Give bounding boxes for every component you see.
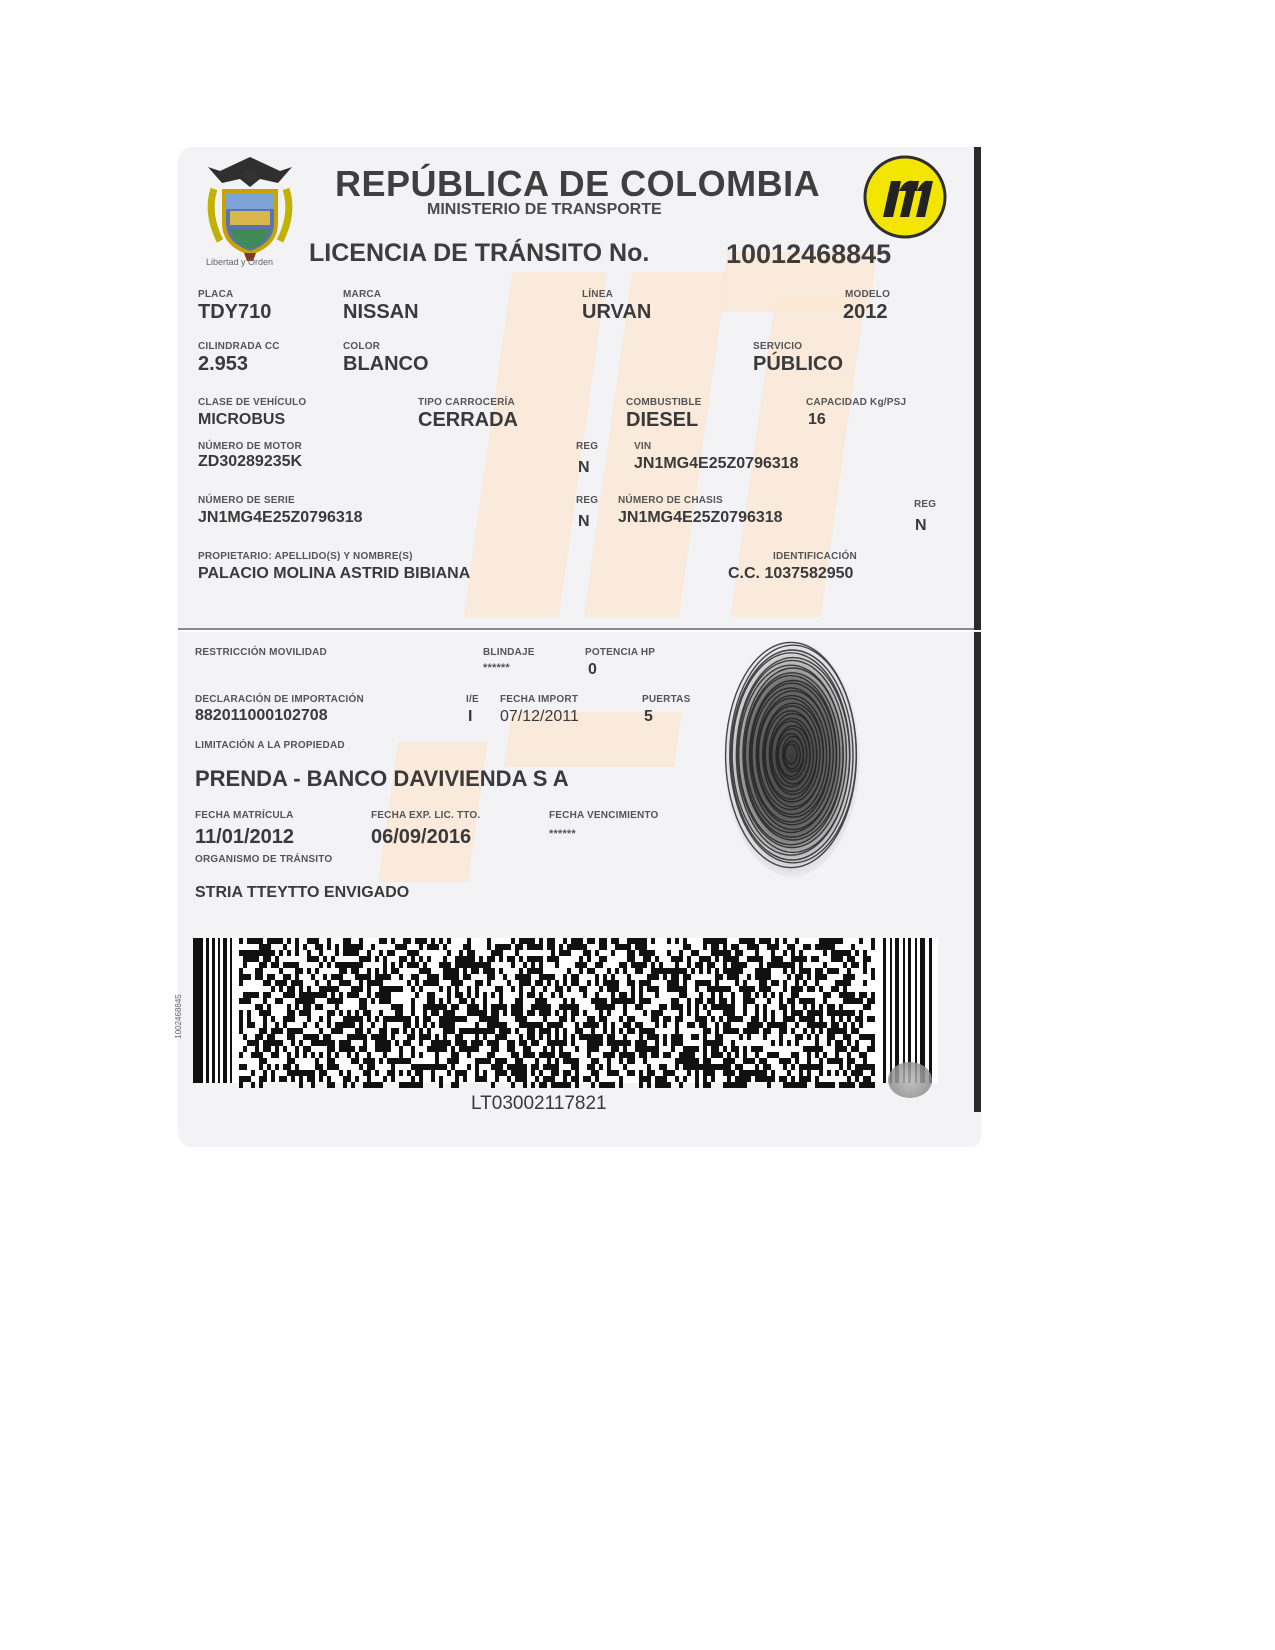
side-code: 1002468845 <box>173 994 183 1039</box>
card-edge-back <box>974 632 981 1112</box>
placa-label: PLACA <box>198 289 234 300</box>
serie-value: JN1MG4E25Z0796318 <box>198 509 363 526</box>
carroceria-label: TIPO CARROCERÍA <box>418 397 515 408</box>
blindaje-label: BLINDAJE <box>483 647 535 658</box>
clase-label: CLASE DE VEHÍCULO <box>198 397 307 408</box>
motor-label: NÚMERO DE MOTOR <box>198 441 302 452</box>
puertas-value: 5 <box>644 708 653 725</box>
cilindrada-value: 2.953 <box>198 353 249 375</box>
combustible-label: COMBUSTIBLE <box>626 397 702 408</box>
chasis-label: NÚMERO DE CHASIS <box>618 495 723 506</box>
fecha-exp-value: 06/09/2016 <box>371 826 472 848</box>
license-title: LICENCIA DE TRÁNSITO No. <box>309 239 650 267</box>
fecha-import-value: 07/12/2011 <box>500 708 579 725</box>
coat-of-arms-icon <box>200 153 300 261</box>
carroceria-value: CERRADA <box>418 409 518 431</box>
owner-label: PROPIETARIO: APELLIDO(S) Y NOMBRE(S) <box>198 551 413 562</box>
license-number: 10012468845 <box>726 239 892 269</box>
blindaje-value: ****** <box>483 662 510 674</box>
owner-id: C.C. 1037582950 <box>728 565 854 582</box>
license-card-back <box>173 632 981 1147</box>
cilindrada-label: CILINDRADA CC <box>198 341 280 352</box>
fecha-venc-value: ****** <box>549 828 576 840</box>
license-card-front <box>178 147 981 630</box>
owner-id-label: IDENTIFICACIÓN <box>773 551 857 562</box>
organismo-label: ORGANISMO DE TRÁNSITO <box>195 854 333 865</box>
color-label: COLOR <box>343 341 381 352</box>
capacidad-label: CAPACIDAD Kg/PSJ <box>806 397 907 408</box>
hologram-sticker <box>888 1062 932 1098</box>
clase-value: MICROBUS <box>198 411 286 428</box>
limitacion-value: PRENDA - BANCO DAVIVIENDA S A <box>195 766 569 791</box>
marca-value: NISSAN <box>343 301 419 323</box>
ie-label: I/E <box>466 694 479 705</box>
servicio-label: SERVICIO <box>753 341 803 352</box>
modelo-value: 2012 <box>843 301 888 323</box>
restriccion-label: RESTRICCIÓN MOVILIDAD <box>195 647 327 658</box>
reg-serie-label: REG <box>576 495 599 506</box>
reg-motor-label: REG <box>576 441 599 452</box>
reg-motor-value: N <box>578 459 590 476</box>
vin-value: JN1MG4E25Z0796318 <box>634 455 799 472</box>
limitacion-label: LIMITACIÓN A LA PROPIEDAD <box>195 740 345 751</box>
fecha-venc-label: FECHA VENCIMIENTO <box>549 810 659 821</box>
ministry-subtitle: MINISTERIO DE TRANSPORTE <box>427 201 662 218</box>
marca-label: MARCA <box>343 289 382 300</box>
servicio-value: PÚBLICO <box>753 353 843 375</box>
fecha-import-label: FECHA IMPORT <box>500 694 579 705</box>
pdf417-barcode <box>193 938 938 1083</box>
reg-chasis-label: REG <box>914 499 937 510</box>
color-value: BLANCO <box>343 353 429 375</box>
chasis-value: JN1MG4E25Z0796318 <box>618 509 783 526</box>
card-edge <box>974 147 981 630</box>
fecha-exp-label: FECHA EXP. LIC. TTO. <box>371 810 481 821</box>
coat-of-arms-motto: Libertad y Orden <box>206 257 274 267</box>
organismo-value: STRIA TTEYTTO ENVIGADO <box>195 884 410 901</box>
declaracion-value: 882011000102708 <box>195 707 328 724</box>
reg-serie-value: N <box>578 513 590 530</box>
card-serial-number: LT03002117821 <box>471 1093 607 1114</box>
placa-value: TDY710 <box>198 301 272 323</box>
reg-chasis-value: N <box>915 517 927 534</box>
linea-value: URVAN <box>582 301 652 323</box>
fecha-matricula-value: 11/01/2012 <box>195 826 294 848</box>
linea-label: LÍNEA <box>582 289 613 300</box>
potencia-value: 0 <box>588 661 597 678</box>
declaracion-label: DECLARACIÓN DE IMPORTACIÓN <box>195 694 364 705</box>
potencia-label: POTENCIA HP <box>585 647 656 658</box>
country-title: REPÚBLICA DE COLOMBIA <box>335 163 821 204</box>
owner-name: PALACIO MOLINA ASTRID BIBIANA <box>198 565 471 582</box>
modelo-label: MODELO <box>845 289 891 300</box>
serie-label: NÚMERO DE SERIE <box>198 495 295 506</box>
capacidad-value: 16 <box>808 411 826 428</box>
fecha-matricula-label: FECHA MATRÍCULA <box>195 810 294 821</box>
puertas-label: PUERTAS <box>642 694 691 705</box>
combustible-value: DIESEL <box>626 409 699 431</box>
fingerprint-image <box>718 634 866 884</box>
ministry-transport-logo-icon <box>863 155 947 239</box>
ie-value: I <box>468 708 473 725</box>
motor-value: ZD30289235K <box>198 453 303 470</box>
vin-label: VIN <box>634 441 652 452</box>
card-fold-line <box>178 628 974 630</box>
